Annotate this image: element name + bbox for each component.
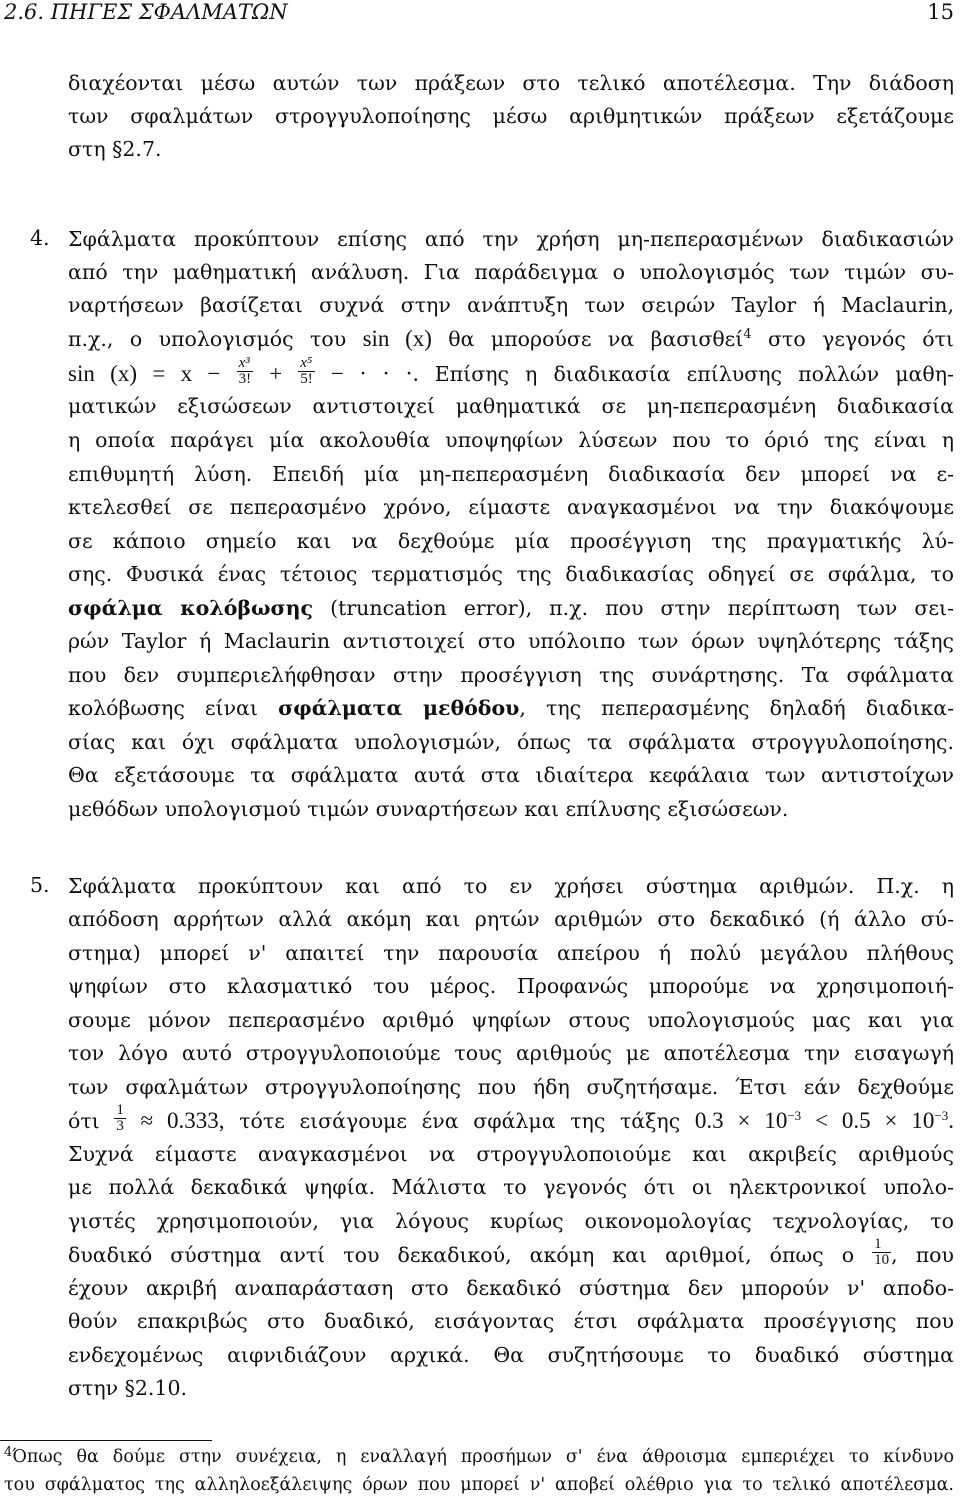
text-line: σφάλμα κολόβωσης (truncation error), π.χ. που στην περίπτωση των σει- [68,596,955,620]
text-line: από την μαθηματική ανάλυση. Για παράδειγμα ο υπολογισμός των τιμών συ- [68,260,954,284]
term-method-error: σφάλματα μεθόδου [278,696,520,720]
text-line: κολόβωσης είναι σφάλματα μεθόδου, της πεπερασμένης δηλαδή διαδικα- [68,696,955,720]
text-line-with-math: ότι $\frac{1}{3}$ ≈ 0.333, τότε εισάγουμε ένα σφάλμα της τάξης $0.3 \times 10^{-3} < 0.5 \times 10^{-3}$. [68,1102,954,1134]
text-line: π.χ., ο υπολογισμός του sin (x) θα μπορούσε να βασισθεί$^4$ στο γεγονός ότι [68,326,954,351]
text-line: στη §2.7. [68,137,162,161]
text-line: ρών Taylor ή Maclaurin αντιστοιχεί στο υπόλοιπο των όρων υψηλότερης τάξης [68,629,954,653]
footnote-line: $^4$Όπως θα δούμε στην συνέχεια, η εναλλαγή προσήμων σ' ένα άθροισμα εμπεριέχει το κίνδυνο [4,1445,954,1467]
text-line: ενδεχομένως αιφνιδιάζουν αρχικά. Θα συζητήσουμε το δυαδικό σύστημα [68,1343,954,1367]
text-line: η οποία παράγει μία ακολουθία υποψηφίων λύσεων που το όριό της είναι η [68,428,954,452]
text-line: στην §2.10. [68,1376,188,1400]
text-line: Θα εξετάσουμε τα σφάλματα αυτά στα ιδιαίτερα κεφάλαια των αντιστοίχων [68,763,954,787]
text-line: στημα) μπορεί ν' απαιτεί την παρουσία απείρου ή πολύ μεγάλου πλήθους [68,941,954,965]
text-line: γιστές χρησιμοποιούν, για λόγους κυρίως οικονομολογίας τεχνολογίας, το [68,1209,954,1233]
text-line: κτελεσθεί σε πεπερασμένο χρόνο, είμαστε αναγκασμένοι να την διακόψουμε [68,495,954,519]
page-number: 15 [927,0,954,24]
footnote-rule [0,1440,212,1441]
text-line: Σφάλματα προκύπτουν επίσης από την χρήση μη-πεπερασμένων διαδικασιών [68,227,954,251]
text-line: σουμε μόνον πεπερασμένο αριθμό ψηφίων στους υπολογισμούς μας και για [68,1008,954,1032]
item-number: 4. [30,226,50,250]
fraction-x5: $\frac{\text{x⁵}}{5!}$ [300,355,313,387]
text-line: που δεν συμπεριελήφθησαν στην προσέγγιση της συνάρτησης. Τα σφάλματα [68,663,954,687]
text-line: θούν επακριβώς στο δυαδικό, εισάγοντας έτσι σφάλματα προσέγγισης που [68,1309,954,1333]
math-series-start: sin (x) = x − [68,361,221,386]
text-line: Συχνά είμαστε αναγκασμένοι να στρογγυλοποιούμε και ακριβείς αριθμούς [68,1142,954,1166]
term-truncation-error: σφάλμα κολόβωσης [68,596,314,620]
text-line: των σφαλμάτων στρογγυλοποίησης μέσω αριθμητικών πράξεων εξετάζουμε [68,104,954,128]
text-line: σε κάποιο σημείο και να δεχθούμε μία προσέγγιση της πραγματικής λύ- [68,529,954,553]
math-error-bound: $0.3 \times 10^{-3} < 0.5 \times 10^{-3}$. [694,1108,954,1133]
text-line-with-math: δυαδικό σύστημα αντί του δεκαδικού, ακόμη και αριθμοί, όπως ο $\frac{1}{10}$ , που [68,1236,954,1268]
text-line: σης. Φυσικά ένας τέτοιος τερματισμός της διαδικασίας οδηγεί σε σφάλμα, το [68,562,954,586]
text-line: έχουν ακριβή αναπαράσταση στο δεκαδικό σύστημα δεν μπορούν ν' αποδο- [68,1276,954,1300]
running-header [4,0,954,34]
text-line: τον λόγο αυτό στρογγυλοποιούμε τους αριθμούς με αποτέλεσμα την εισαγωγή [68,1041,954,1065]
fraction-one-third: $\frac{1}{3}$ [116,1102,124,1134]
footnote-number: 4 [4,1445,13,1460]
text-line: Σφάλματα προκύπτουν και από το εν χρήσει σύστημα αριθμών. Π.χ. η [68,874,954,898]
text-line: με πολλά δεκαδικά ψηφία. Μάλιστα το γεγονός ότι οι ηλεκτρονικοί υπολο- [68,1175,954,1199]
text-line: ματικών εξισώσεων αντιστοιχεί μαθηματικά σε μη-πεπερασμένη διαδικασία [68,394,954,418]
footnote-marker[interactable]: 4 [743,327,752,342]
text-line: μεθόδων υπολογισμού τιμών συναρτήσεων και επίλυσης εξισώσεων. [68,797,789,821]
text-line: σίας και όχι σφάλματα υπολογισμών, όπως τα σφάλματα στρογγυλοποίησης. [68,730,954,754]
text-line: ψηφίων στο κλασματικό του μέρος. Προφανώς μπορούμε να χρησιμοποιή- [68,974,954,998]
text-line: ναρτήσεων βασίζεται συχνά στην ανάπτυξη των σειρών Taylor ή Maclaurin, [68,293,954,317]
text-line: των σφαλμάτων στρογγυλοποίησης που ήδη συζητήσαμε. Έτσι εάν δεχθούμε [68,1075,954,1099]
text-line: διαχέονται μέσω αυτών των πράξεων στο τελικό αποτέλεσμα. Την διάδοση [68,71,954,95]
math-sin: sin (x) [362,326,432,351]
fraction-x3: $\frac{\text{x³}}{3!}$ [238,355,252,387]
section-title: 2.6. ΠΗΓΕΣ ΣΦΑΛΜΑΤΩΝ [4,0,288,24]
footnote-line: του σφάλματος της αλληλοεξάλειψης όρων που μπορεί ν' αποβεί ολέθριο για το τελικό αποτέλεσμα. [4,1475,954,1495]
item-number: 5. [30,873,50,897]
text-line: επιθυμητή λύση. Επειδή μία μη-πεπερασμένη διαδικασία δεν μπορεί να ε- [68,462,954,486]
text-line-with-series: sin (x) = x − $\frac{\text{x³}}{3!}$ + $\frac{\text{x⁵}}{5!}$ − · · ·. Επίσης η διαδικασία επίλυσης πολλών μαθη- [68,355,954,387]
text-line: απόδοση αρρήτων αλλά ακόμη και ρητών αριθμών στο δεκαδικό (ή άλλο σύ- [68,907,954,931]
fraction-one-tenth: $\frac{1}{10}$ [874,1236,890,1268]
